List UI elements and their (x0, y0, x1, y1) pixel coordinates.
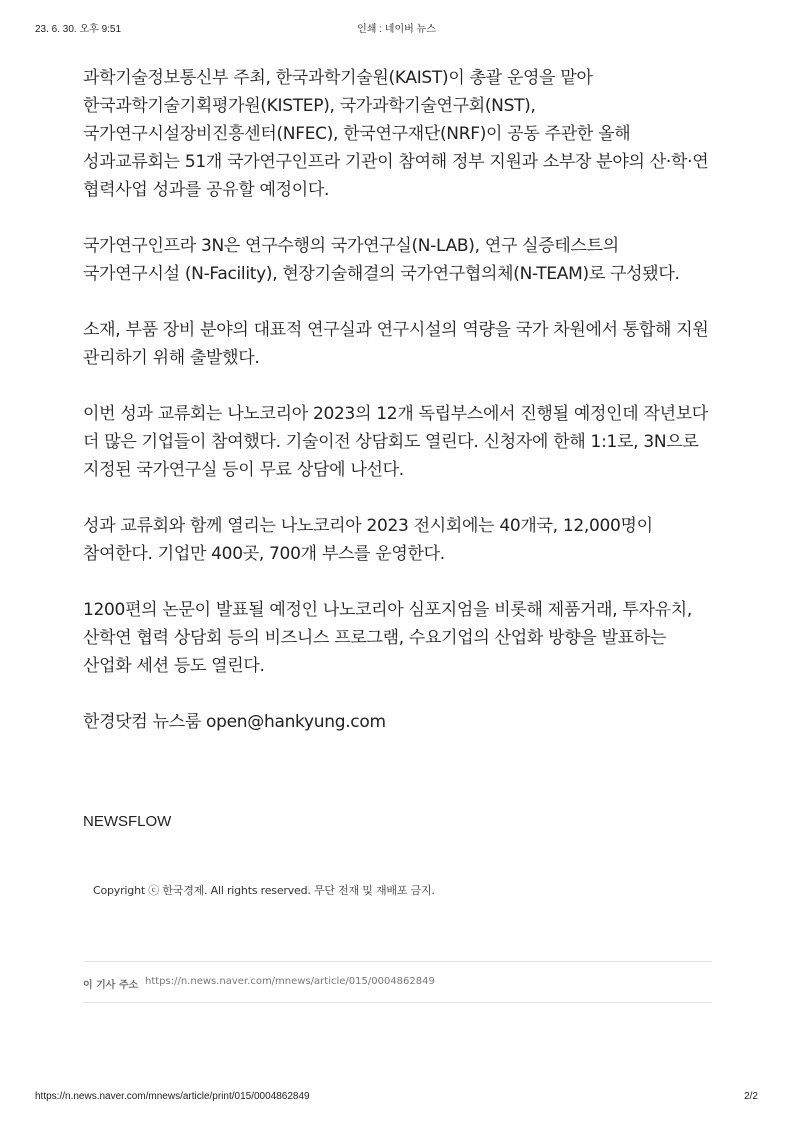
print-footer (0, 1091, 793, 1105)
article-paragraph: 국가연구인프라 3N은 연구수행의 국가연구실(N-LAB), 연구 실증테스트의 국가연구시설 (N-Facility), 현장기술해결의 국가연구협의체(N-TEAM)로 구성됐다. (83, 236, 680, 284)
page-number: 2/2 (744, 1091, 758, 1102)
article-paragraph: 1200편의 논문이 발표될 예정인 나노코리아 심포지엄을 비롯해 제품거래, 투자유치, 산학연 협력 상담회 등의 비즈니스 프로그램, 수요기업의 산업화 방향을 발표하는 산업화 세션 등도 열린다. (83, 600, 693, 676)
article-url-link[interactable]: https://n.news.naver.com/mnews/article/015/0004862849 (145, 976, 435, 987)
article-paragraph: 성과 교류회와 함께 열리는 나노코리아 2023 전시회에는 40개국, 12,000명이 참여한다. 기업만 400곳, 700개 부스를 운영한다. (83, 516, 653, 564)
article-source: 한경닷컴 뉴스룸 open@hankyung.com (83, 712, 386, 732)
copyright-notice: Copyright ⓒ 한국경제. All rights reserved. 무단 전재 및 재배포 금지. (93, 884, 435, 897)
print-footer-url: https://n.news.naver.com/mnews/article/print/015/0004862849 (35, 1091, 310, 1102)
article-paragraph: 과학기술정보통신부 주최, 한국과학기술원(KAIST)이 총괄 운영을 맡아 한국과학기술기획평가원(KISTEP), 국가과학기술연구회(NST), 국가연구시설장비진흥센터(NFEC), 한국연구재단(NRF)이 공동 주관한 올해 성과교류회는 51개 국가연구인프라 기관이 참여해 정부 지원과 소부장 분야의 산·학·연 협력사업 성과를 공유할 예정이다. (83, 68, 709, 200)
article-paragraph: 소재, 부품 장비 분야의 대표적 연구실과 연구시설의 역량을 국가 차원에서 통합해 지원 관리하기 위해 출발했다. (83, 320, 709, 368)
print-date: 23. 6. 30. 오후 9:51 (35, 24, 122, 35)
newsflow-label: NEWSFLOW (83, 813, 172, 830)
article-url-box (83, 961, 712, 1003)
article-url-label: 이 기사 주소 (83, 980, 139, 991)
print-header (0, 20, 793, 36)
article-body (83, 64, 715, 736)
print-page-title: 인쇄 : 네이버 뉴스 (357, 24, 436, 35)
article-paragraph: 이번 성과 교류회는 나노코리아 2023의 12개 독립부스에서 진행될 예정인데 작년보다 더 많은 기업들이 참여했다. 기술이전 상담회도 열린다. 신청자에 한해 1:1로, 3N으로 지정된 국가연구실 등이 무료 상담에 나선다. (83, 404, 708, 480)
